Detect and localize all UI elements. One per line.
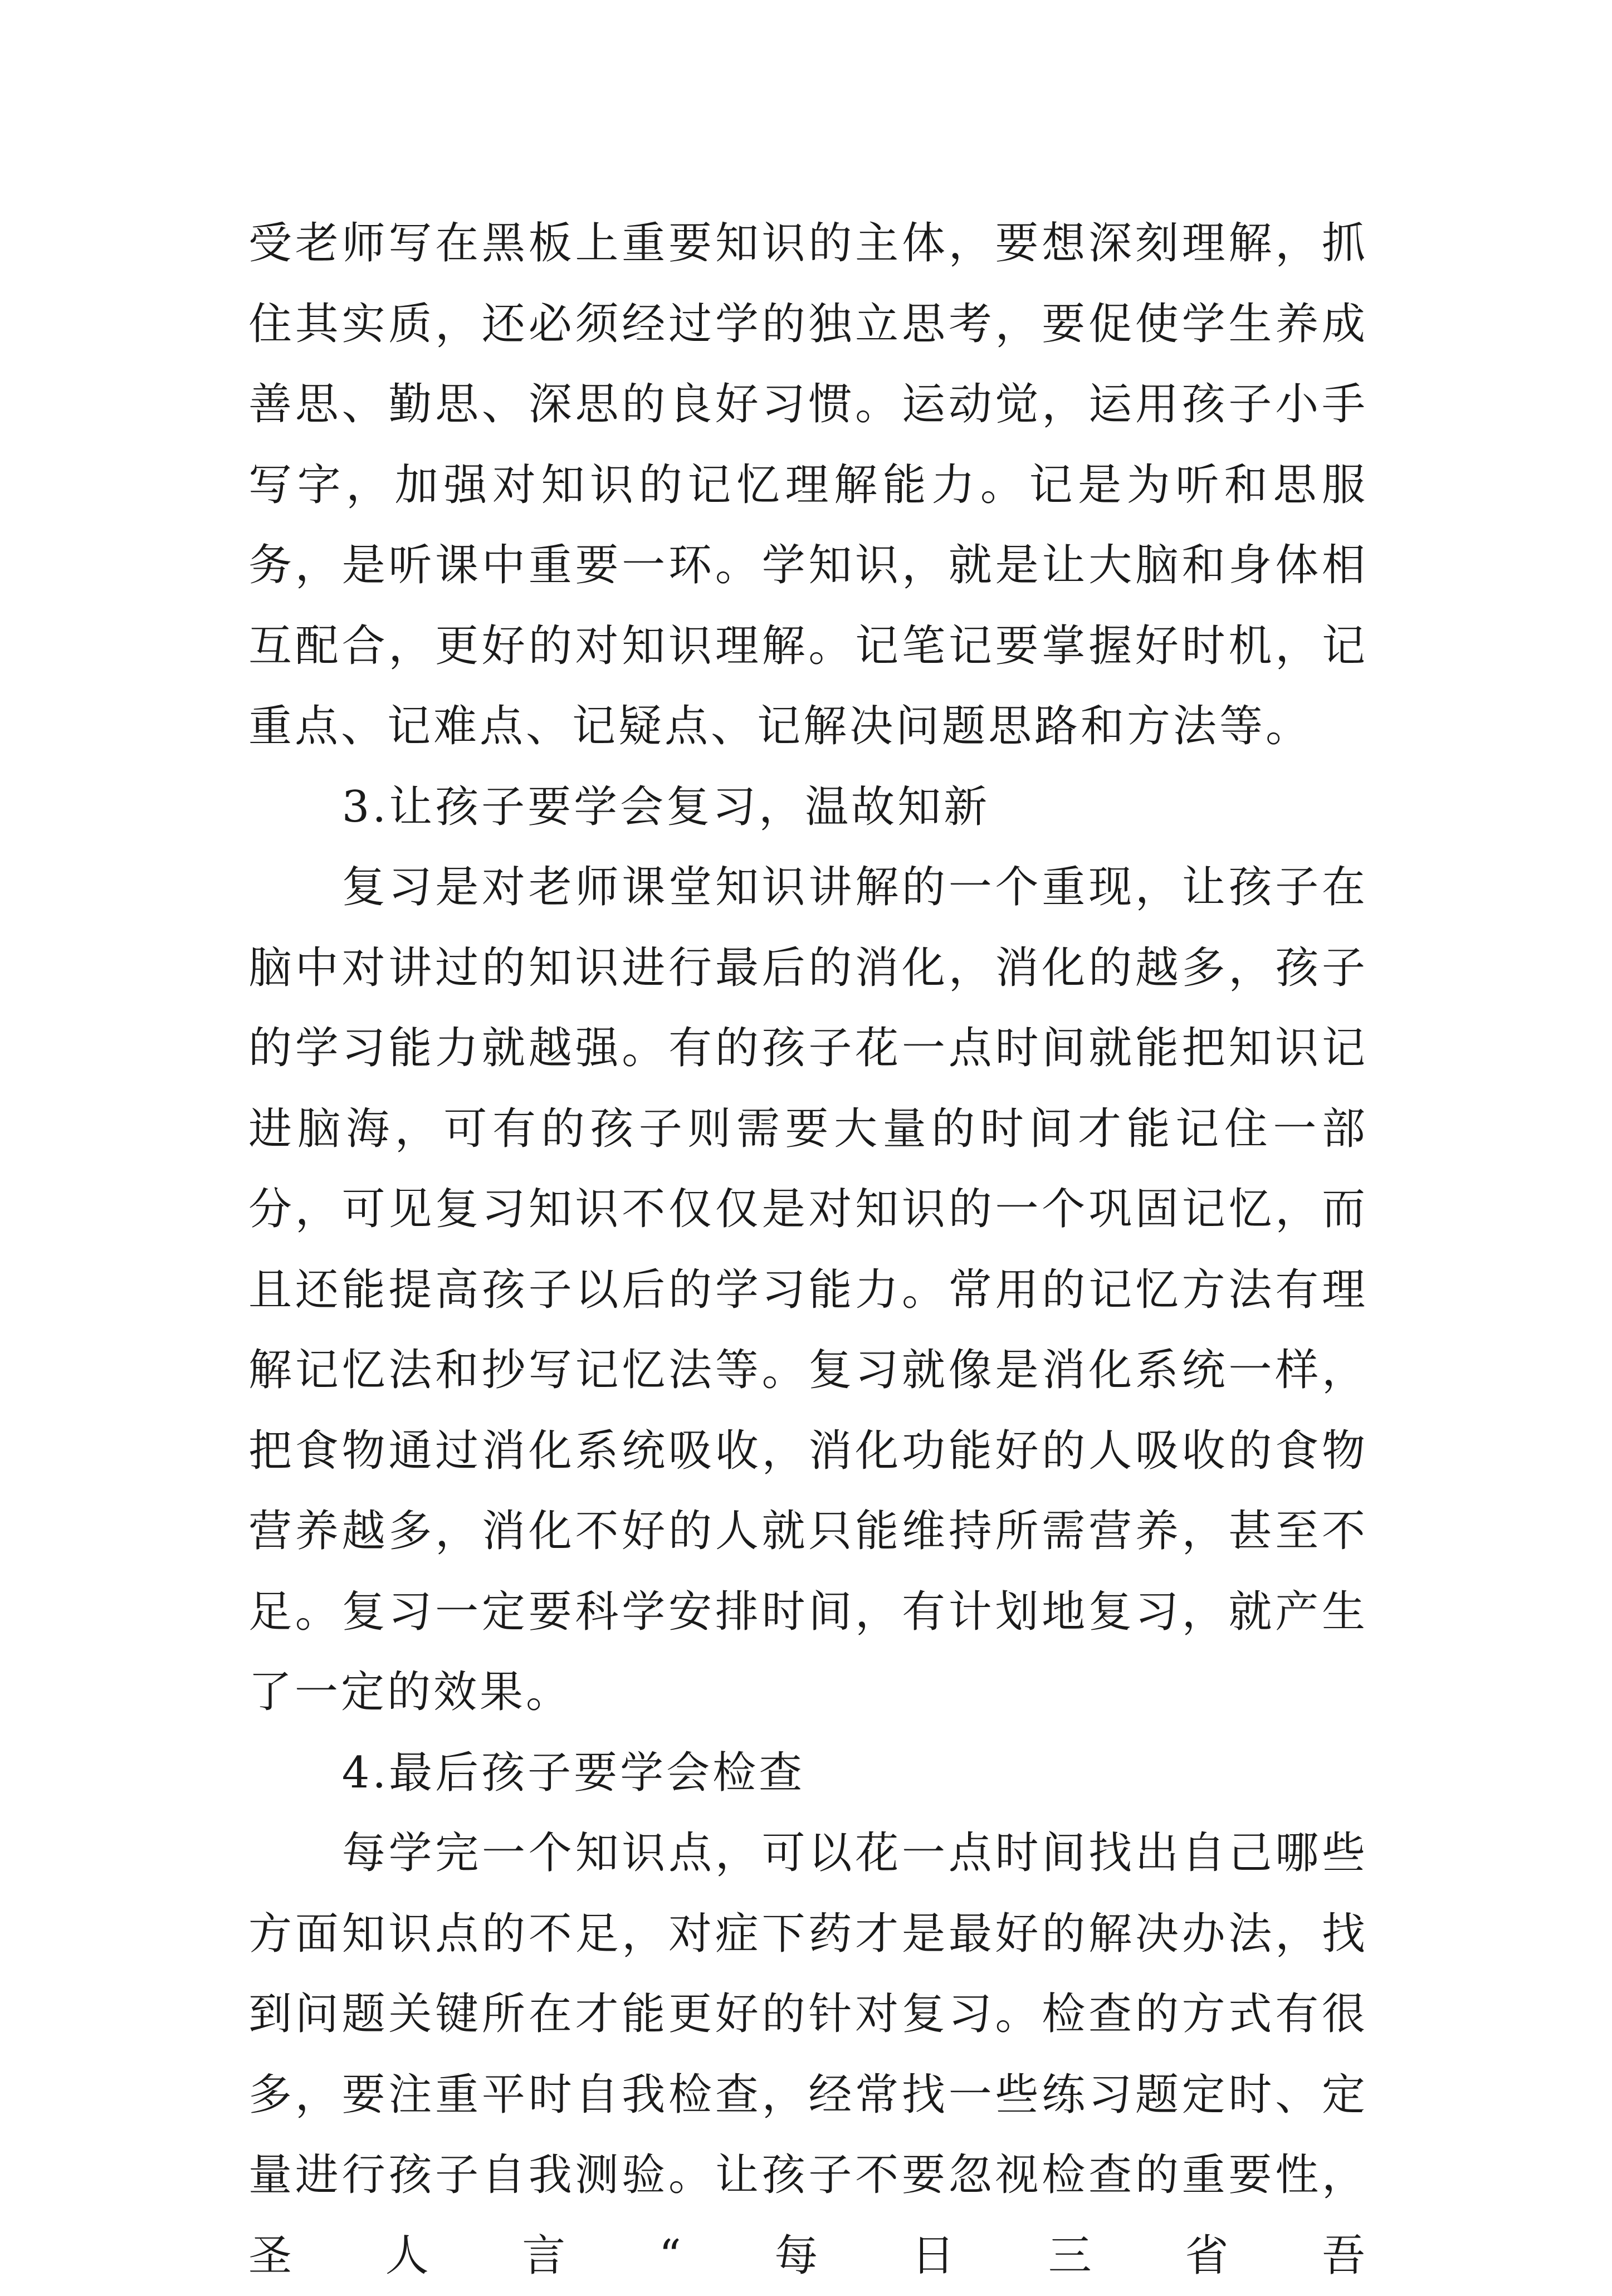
paragraph-review: 复习是对老师课堂知识讲解的一个重现，让孩子在脑中对讲过的知识进行最后的消化，消化的越多，孩子的学习能力就越强。有的孩子花一点时间就能把知识记进脑海，可有的孩子则需要大量的时间才能记住一部分，可见复习知识不仅仅是对知识的一个巩固记忆，而且还能提高孩子以后的学习能力。常用的记忆方法有理解记忆法和抄写记忆法等。复习就像是消化系统一样，把食物通过消化系统吸收，消化功能好的人吸收的食物营养越多，消化不好的人就只能维持所需营养，甚至不足。复习一定要科学安排时间，有计划地复习，就产生了一定的效果。	[248, 862, 1368, 1717]
section-heading-check: 4.最后孩子要学会检查	[341, 1747, 805, 1798]
paragraph-continuation: 受老师写在黑板上重要知识的主体，要想深刻理解，抓住其实质，还必须经过学的独立思考，要促使学生养成善思、勤思、深思的良好习惯。运动觉，运用孩子小手写字，加强对知识的记忆理解能力。记是为听和思服务，是听课中重要一环。学知识，就是让大脑和身体相互配合，更好的对知识理解。记笔记要掌握好时机，记重点、记难点、记疑点、记解决问题思路和方法等。	[248, 218, 1368, 751]
paragraph-check: 每学完一个知识点，可以花一点时间找出自己哪些方面知识点的不足，对症下药才是最好的解决办法，找到问题关键所在才能更好的针对复习。检查的方式有很多，要注重平时自我检查，经常找一些练习题定时、定量进行孩子自我测验。让孩子不要忽视检查的重要性，圣人言“每日三省吾	[248, 1828, 1368, 2281]
body-text	[248, 203, 1368, 2296]
section-heading-review: 3.让孩子要学会复习，温故知新	[341, 781, 990, 832]
